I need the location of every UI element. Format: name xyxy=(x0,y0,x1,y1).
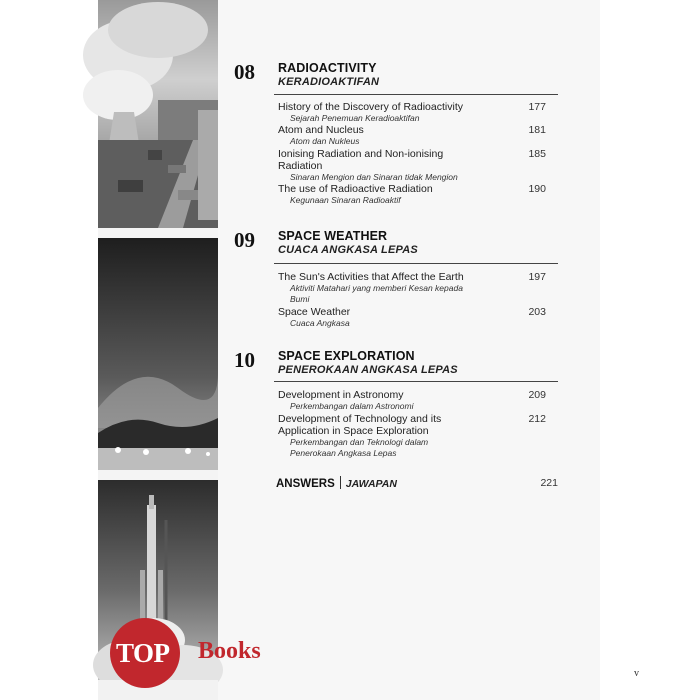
divider-bar xyxy=(340,476,341,489)
topic-title: Atom and Nucleus xyxy=(278,124,364,136)
chapter-10 xyxy=(234,348,574,468)
chapter-number: 09 xyxy=(234,228,255,252)
topic-malay: Perkembangan dan Teknologi dalam Penerokaan Angkasa Lepas xyxy=(290,437,429,458)
watermark-top-text: TOP xyxy=(116,638,170,668)
chapter-subtitle: KERADIOAKTIFAN xyxy=(278,76,380,88)
topic-malay: Sejarah Penemuan Keradioaktifan xyxy=(290,113,420,123)
toc-entry[interactable] xyxy=(278,148,558,183)
page-number: 209 xyxy=(528,389,546,401)
topic-malay: Atom dan Nukleus xyxy=(290,136,360,146)
page-number: 197 xyxy=(528,271,546,283)
topbooks-watermark xyxy=(110,618,300,688)
toc-entry[interactable] xyxy=(278,271,558,304)
topic-title: Development of Technology and its Application in Space Exploration xyxy=(278,413,442,437)
chapter-09 xyxy=(234,228,574,338)
toc-entry[interactable] xyxy=(278,101,558,124)
chapter-title[interactable]: SPACE EXPLORATION xyxy=(278,349,415,363)
topic-title: The use of Radioactive Radiation xyxy=(278,183,433,195)
page-number: 212 xyxy=(528,413,546,425)
chapter-number: 08 xyxy=(234,60,255,84)
toc-entry[interactable] xyxy=(278,389,558,412)
topic-title: The Sun's Activities that Affect the Earth xyxy=(278,271,464,283)
toc-entry[interactable] xyxy=(278,124,558,147)
page-number: 203 xyxy=(528,306,546,318)
page-number: 190 xyxy=(528,183,546,195)
chapter-title[interactable]: SPACE WEATHER xyxy=(278,229,388,243)
topic-malay: Aktiviti Matahari yang memberi Kesan kepada Bumi xyxy=(290,283,463,304)
table-of-contents xyxy=(98,0,639,700)
topic-malay: Sinaran Mengion dan Sinaran tidak Mengion xyxy=(290,172,458,182)
chapter-rule xyxy=(274,381,558,382)
toc-entry[interactable] xyxy=(278,306,558,329)
page-folio: v xyxy=(634,668,639,679)
topic-malay: Cuaca Angkasa xyxy=(290,318,350,328)
chapter-rule xyxy=(274,263,558,264)
chapter-title[interactable]: RADIOACTIVITY xyxy=(278,61,377,75)
page-number: 221 xyxy=(540,477,558,489)
toc-entry[interactable] xyxy=(278,413,558,458)
chapter-subtitle: CUACA ANGKASA LEPAS xyxy=(278,244,418,256)
page-number: 185 xyxy=(528,148,546,160)
chapter-rule xyxy=(274,94,558,95)
toc-entry[interactable] xyxy=(278,183,558,206)
book-page xyxy=(98,0,639,700)
watermark-books-text: Books xyxy=(198,638,261,664)
topic-title: History of the Discovery of Radioactivity xyxy=(278,101,463,113)
topic-title: Ionising Radiation and Non-ionising Radiation xyxy=(278,148,444,172)
answers-entry[interactable] xyxy=(276,476,558,490)
page-number: 181 xyxy=(528,124,546,136)
chapter-number: 10 xyxy=(234,348,255,372)
answers-label: ANSWERS xyxy=(276,478,335,490)
topic-title: Space Weather xyxy=(278,306,351,318)
topic-malay: Perkembangan dalam Astronomi xyxy=(290,401,414,411)
chapter-08 xyxy=(234,60,574,220)
page-number: 177 xyxy=(528,101,546,113)
topic-title: Development in Astronomy xyxy=(278,389,404,401)
chapter-subtitle: PENEROKAAN ANGKASA LEPAS xyxy=(278,364,458,376)
answers-malay-label: JAWAPAN xyxy=(345,478,397,490)
topic-malay: Kegunaan Sinaran Radioaktif xyxy=(290,195,401,205)
